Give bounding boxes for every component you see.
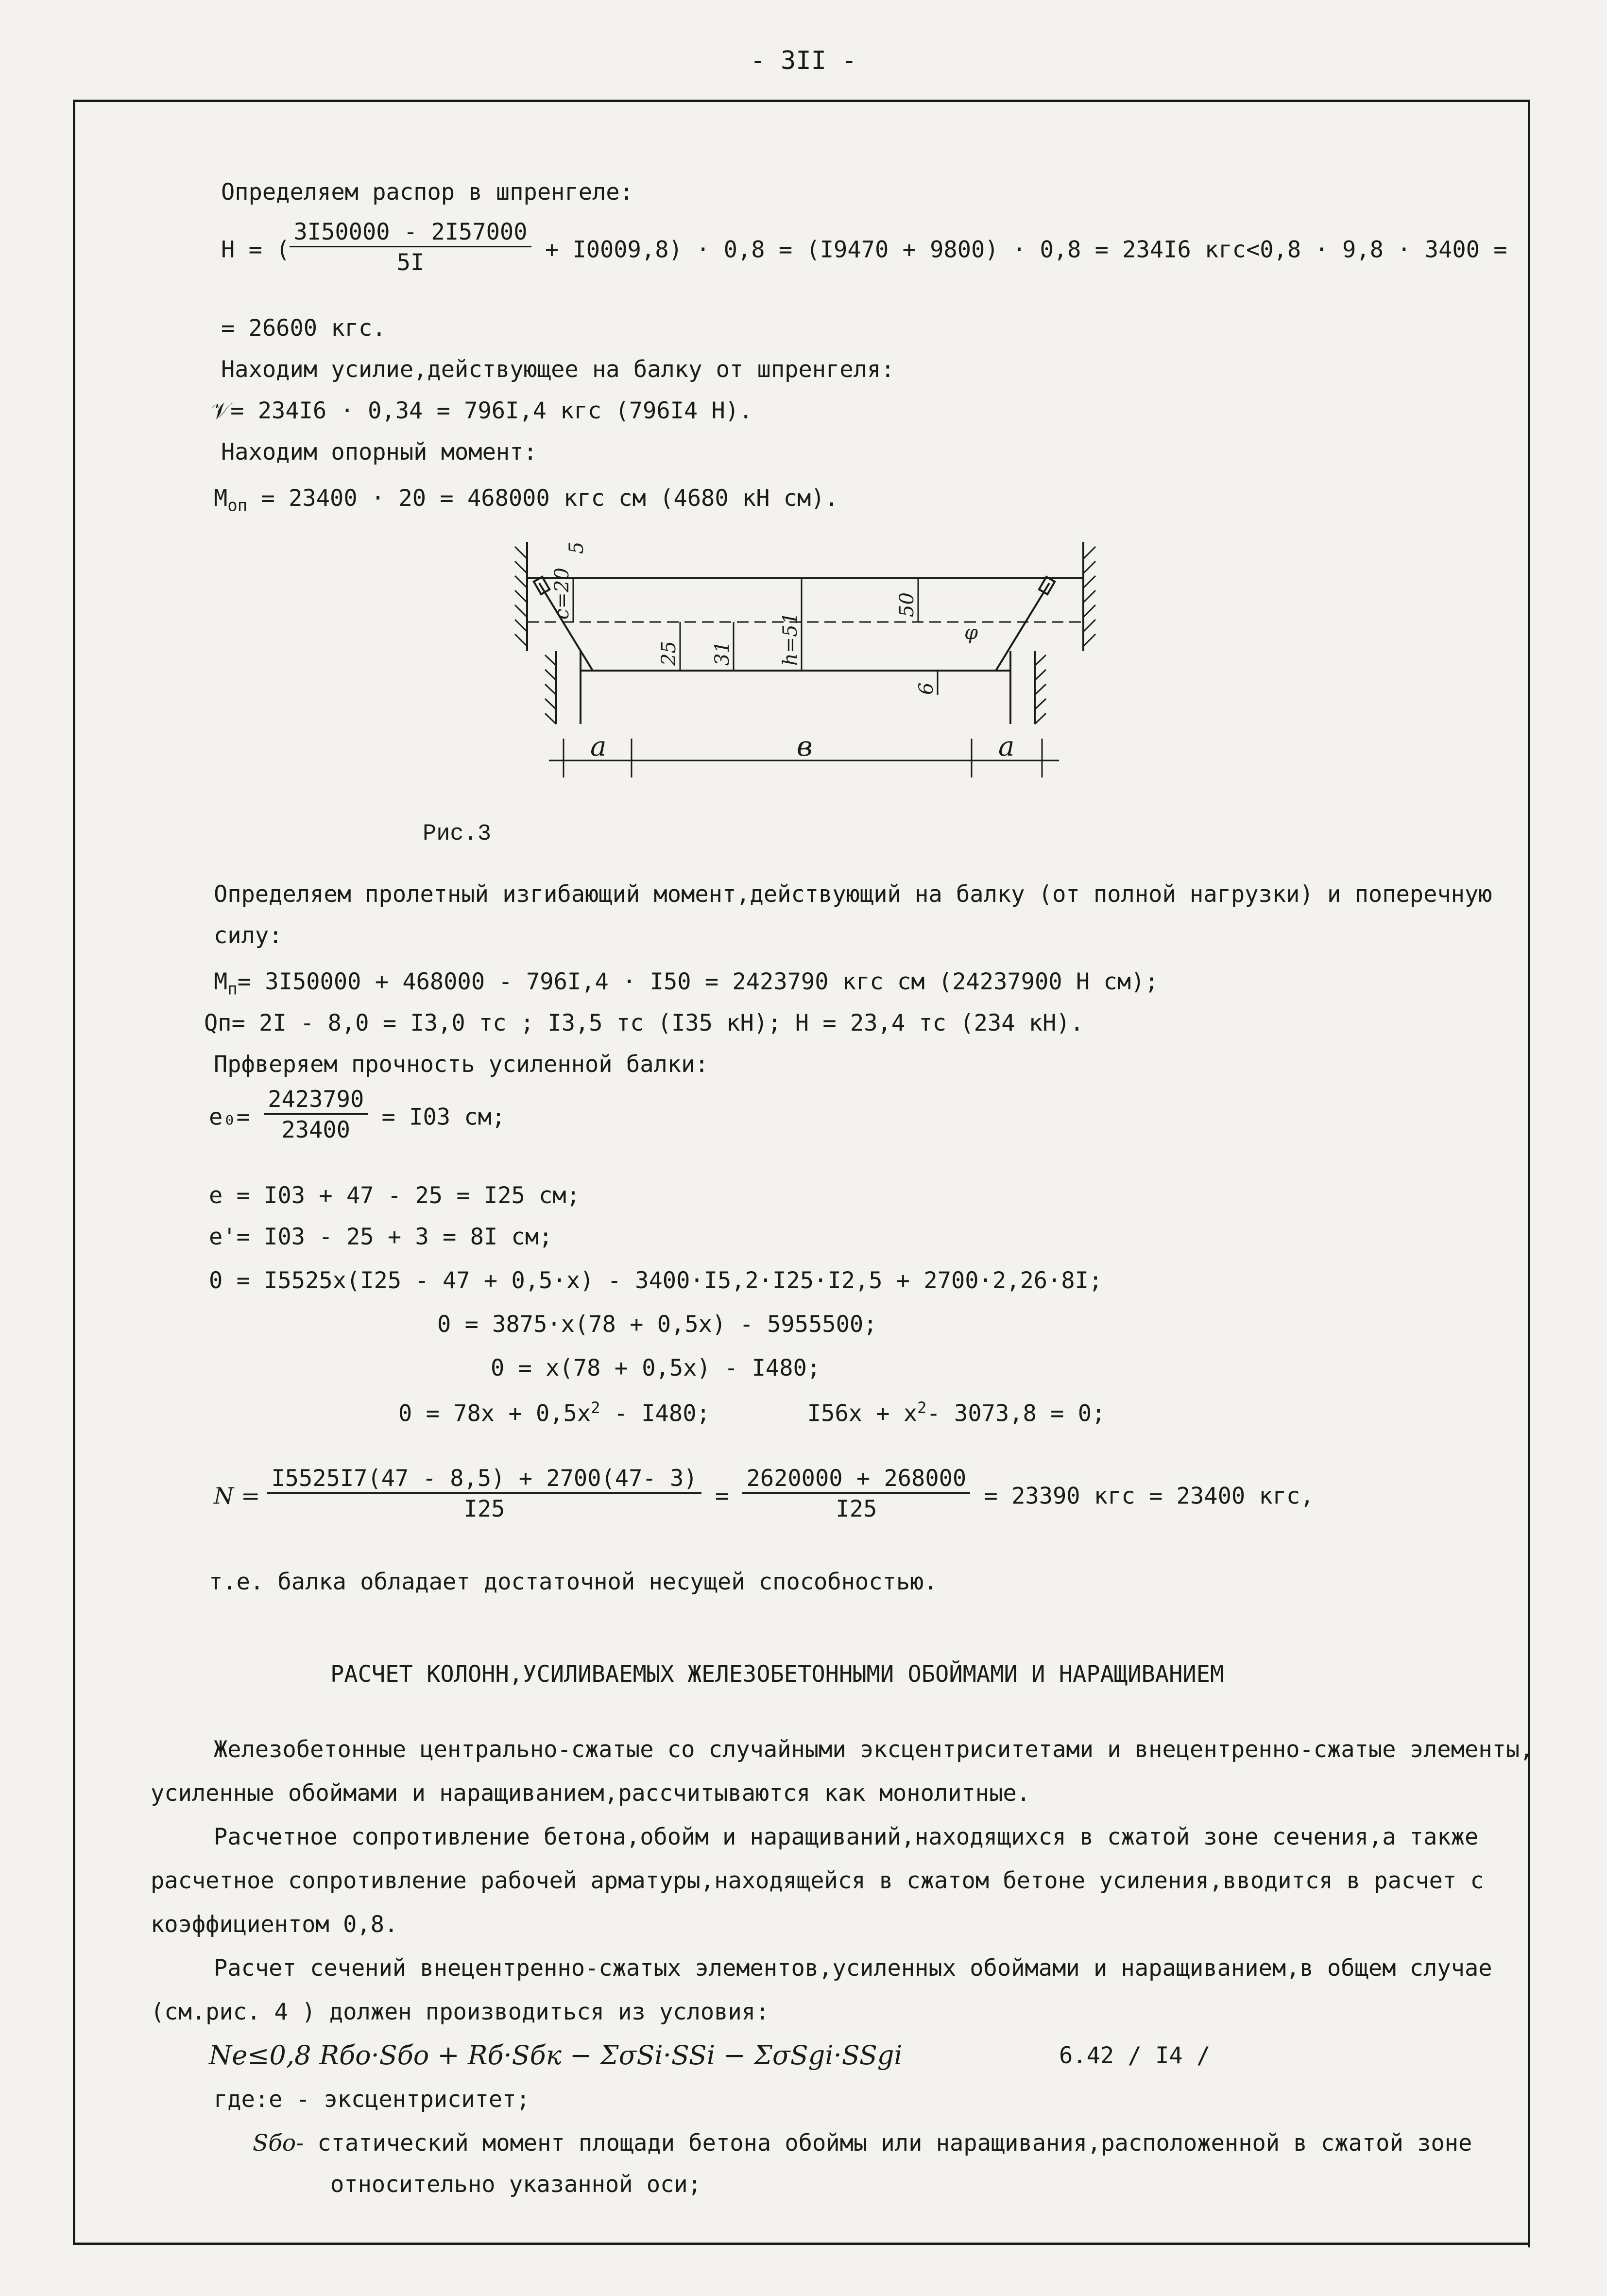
dim-label: c=20 — [551, 568, 573, 620]
text-line: 0 = x(78 + 0,5x) - I480; — [491, 1355, 821, 1381]
symbol-m: M — [214, 485, 228, 512]
formula-part: + I0009,8) · 0,8 = (I9470 + 9800) · 0,8 = 234I6 кгс<0,8 · 9,8 · 3400 = — [531, 236, 1507, 263]
text-line: Определяем пролетный изгибающий момент,действующий на балку (от полной нагрузки) и поперечную — [214, 881, 1492, 908]
formula-part: 0 = 78x + 0,5x — [398, 1400, 591, 1427]
formula-part: I56x + x — [807, 1400, 918, 1427]
figure-caption: Рис.3 — [423, 821, 492, 847]
fraction-denominator: 23400 — [281, 1116, 350, 1143]
dim-label: 50 — [896, 592, 918, 617]
text-part: статический момент площади бетона обоймы или наращивания,расположенной в сжатой зоне — [304, 2130, 1472, 2157]
text-line: Определяем распор в шпренгеле: — [221, 179, 633, 206]
paragraph-line: (см.рис. 4 ) должен производиться из условия: — [151, 1999, 769, 2025]
fraction-numerator: 2620000 + 268000 — [742, 1466, 970, 1494]
figure-3-diagram — [510, 530, 1112, 802]
text-line — [214, 486, 838, 515]
dim-label: 25 — [658, 641, 680, 666]
subscript: оп — [227, 496, 248, 516]
formula-n-line — [214, 1465, 1314, 1525]
paragraph-line: коэффициентом 0,8. — [151, 1911, 398, 1938]
paragraph-line: где:е - эксцентриситет; — [214, 2086, 530, 2113]
fraction — [742, 1466, 970, 1521]
paragraph-line — [253, 2131, 1472, 2156]
text-line: e'= I03 - 25 + 3 = 8I см; — [209, 1224, 553, 1250]
fraction-numerator: I5525I7(47 - 8,5) + 2700(47- 3) — [267, 1466, 701, 1494]
page-number: - 3II - — [750, 46, 857, 75]
fraction-numerator: 2423790 — [264, 1087, 368, 1115]
text-line: силу: — [214, 922, 283, 949]
text-line: = 26600 кгс. — [221, 315, 386, 342]
text-line: Qп= 2I - 8,0 = I3,0 тс ; I3,5 тс (I35 кН); H = 23,4 тс (234 кН). — [204, 1010, 1084, 1036]
fraction — [267, 1466, 701, 1521]
formula-part: H = ( — [221, 236, 290, 263]
paragraph-line: Расчет сечений внецентренно-сжатых элементов,усиленных обоймами и наращиванием,в общем случае — [214, 1955, 1492, 1982]
text-line: Находим усилие,действующее на балку от шпренгеля: — [221, 356, 895, 383]
text-line: 0 = 3875·x(78 + 0,5x) - 5955500; — [437, 1311, 877, 1338]
text-line: т.е. балка обладает достаточной несущей способностью. — [209, 1569, 938, 1595]
dim-label: 31 — [711, 641, 734, 666]
dim-label: a — [998, 731, 1015, 762]
paragraph-line: Железобетонные центрально-сжатые со случайными эксцентриситетами и внецентренно-сжатые элементы, — [214, 1736, 1534, 1763]
text-line: Прфверяем прочность усиленной балки: — [214, 1051, 709, 1078]
paragraph-line: Расчетное сопротивление бетона,обойм и наращиваний,находящихся в сжатой зоне сечения,а также — [214, 1824, 1479, 1850]
angle-label: φ — [964, 621, 978, 644]
subscript: п — [227, 979, 238, 999]
text-line — [398, 1399, 1105, 1426]
fraction-denominator: I25 — [836, 1495, 877, 1522]
superscript: 2 — [917, 1398, 927, 1417]
formula-part: e₀= — [209, 1104, 264, 1131]
text-line: 𝒱= 234I6 · 0,34 = 796I,4 кгс (796I4 Н). — [211, 397, 753, 424]
formula-part: - I480; — [600, 1400, 710, 1427]
fraction-numerator: 3I50000 - 2I57000 — [290, 220, 531, 247]
text-line — [214, 969, 1159, 999]
page-frame-right-edge — [1528, 100, 1530, 2247]
formula-part: - 3073,8 = 0; — [926, 1400, 1106, 1427]
dim-label: 6 — [915, 682, 938, 695]
dim-label: 5 — [565, 541, 588, 554]
formula-part: = 23390 кгс = 23400 кгс, — [970, 1483, 1314, 1510]
fraction — [264, 1087, 368, 1142]
formula-part: = — [701, 1483, 743, 1510]
section-heading: РАСЧЕТ КОЛОНН,УСИЛИВАЕМЫХ ЖЕЛЕЗОБЕТОННЫМИ ОБОЙМАМИ И НАРАЩИВАНИЕМ — [330, 1661, 1224, 1688]
dim-label: в — [797, 731, 813, 762]
text-line: 0 = I5525x(I25 - 47 + 0,5·x) - 3400·I5,2·I25·I2,5 + 2700·2,26·8I; — [209, 1267, 1103, 1294]
formula-e0-line — [209, 1086, 506, 1146]
formula-part: = 3I50000 + 468000 - 796I,4 · I50 = 2423790 кгс см (24237900 Н см); — [237, 968, 1159, 995]
symbol: Sбо- — [253, 2130, 304, 2157]
formula-part: N = — [214, 1483, 268, 1510]
superscript: 2 — [591, 1398, 600, 1417]
fraction-denominator: I25 — [463, 1495, 505, 1522]
fraction — [290, 220, 531, 275]
formula-part: = 23400 · 20 = 468000 кгс см (4680 кН см). — [247, 485, 838, 512]
formula-h-line — [221, 219, 1507, 279]
symbol-m: M — [214, 968, 228, 995]
dim-label: a — [590, 731, 607, 762]
paragraph-line: относительно указанной оси; — [330, 2171, 702, 2198]
fraction-denominator: 5I — [396, 249, 425, 276]
text-line: e = I03 + 47 - 25 = I25 см; — [209, 1182, 581, 1209]
text-line: Находим опорный момент: — [221, 439, 537, 466]
dim-label: h=51 — [779, 612, 802, 666]
paragraph-line: расчетное сопротивление рабочей арматуры,находящейся в сжатом бетоне усиления,вводится в расчет с — [151, 1867, 1484, 1894]
formula-reference: 6.42 / I4 / — [1059, 2042, 1211, 2069]
formula-part: = I03 см; — [368, 1104, 506, 1131]
paragraph-line: усиленные обоймами и наращиванием,рассчитываются как монолитные. — [151, 1780, 1030, 1807]
strength-formula: Ne≤0,8 Rбо·Sбо + Rб·Sбк − ΣσSi·SSi − ΣσSgi·SSgi — [209, 2040, 903, 2071]
